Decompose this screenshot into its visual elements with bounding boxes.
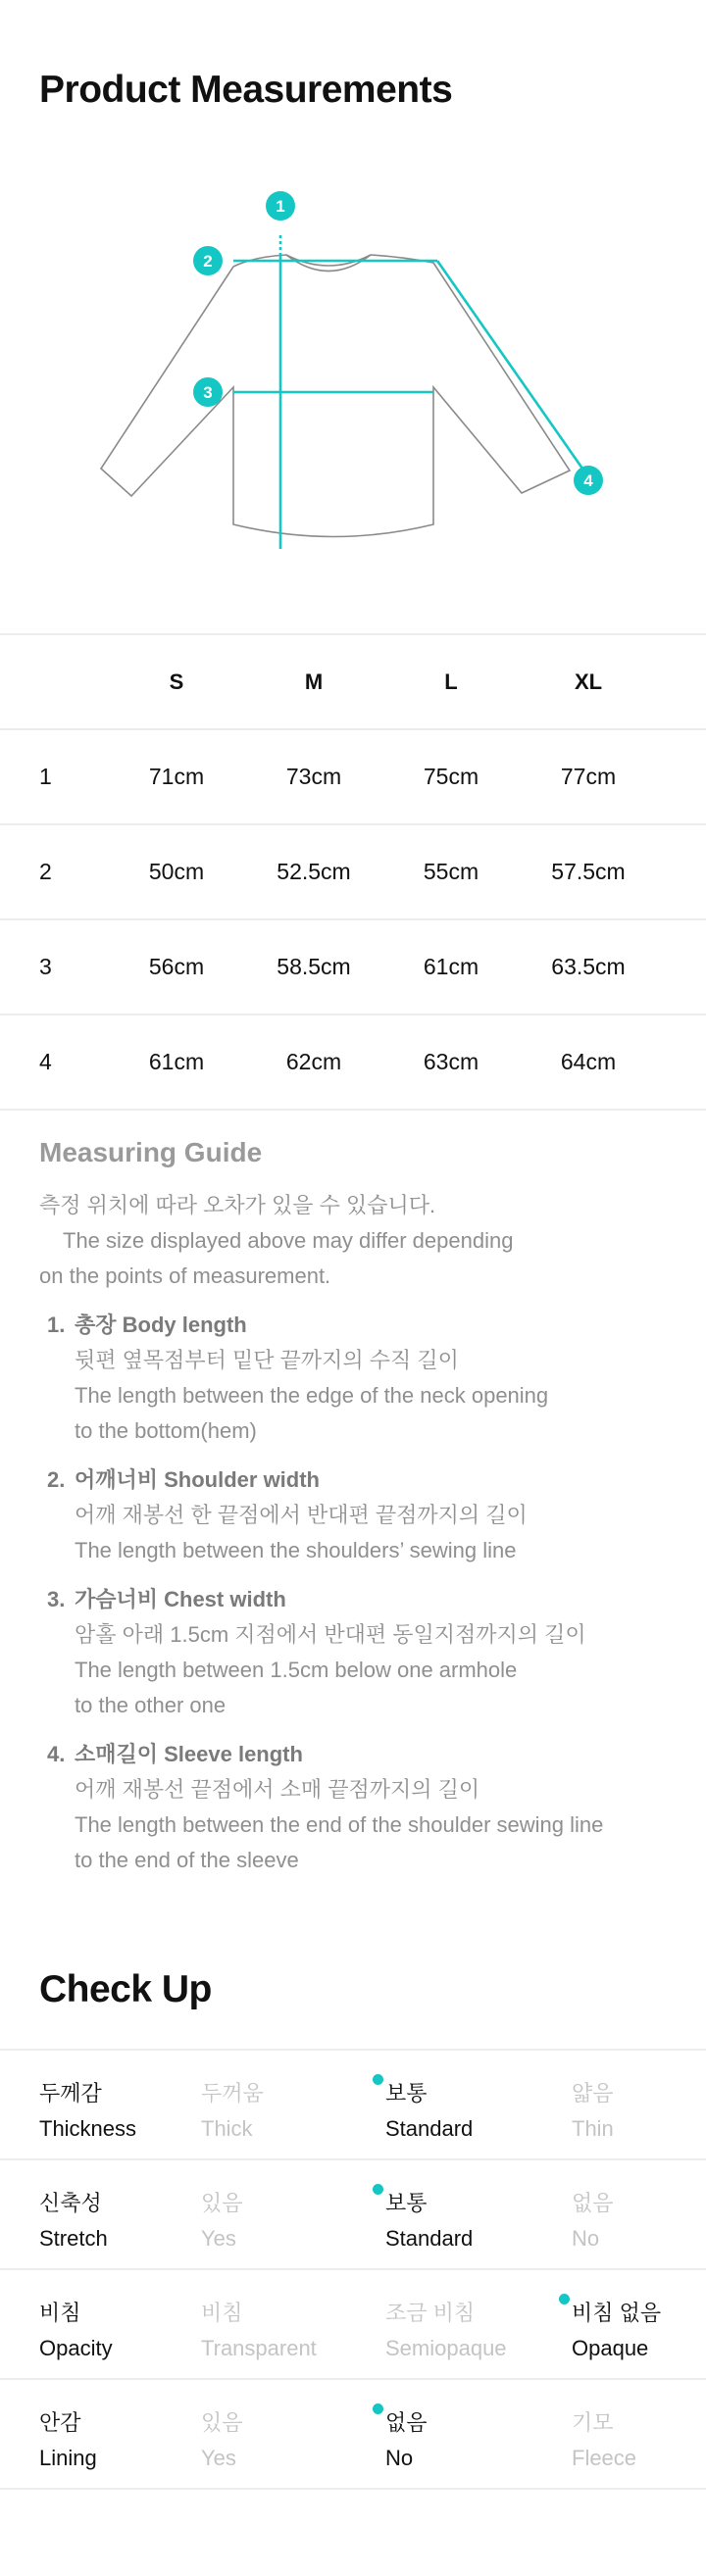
guide-item: [39, 1308, 677, 1449]
guide-item-ko: 뒷편 옆목점부터 밑단 끝까지의 수직 길이: [75, 1348, 459, 1372]
svg-text:1: 1: [276, 197, 285, 216]
table-cell: 57.5cm: [551, 859, 626, 884]
selected-dot-icon: [559, 2294, 570, 2304]
table-cell: 55cm: [423, 859, 479, 884]
guide-item-ko: 암홀 아래 1.5cm 지점에서 반대편 동일지점까지의 길이: [75, 1622, 586, 1647]
heading-en: Lining: [39, 2446, 97, 2470]
guide-item-en: to the bottom(hem): [75, 1418, 257, 1443]
marker-group: [193, 191, 603, 495]
check-option-selected: [572, 2296, 661, 2366]
table-cell: 61cm: [148, 1049, 205, 1074]
guide-item-en: to the other one: [75, 1693, 227, 1717]
option-en: Standard: [385, 2116, 474, 2141]
option-ko: 보통: [385, 2081, 428, 2105]
check-option: [201, 2405, 243, 2476]
heading-ko: 비침: [39, 2301, 81, 2325]
measurement-diagram: [0, 176, 706, 569]
check-row-heading: [39, 2405, 97, 2476]
svg-text:4: 4: [583, 471, 593, 490]
check-option: [572, 2186, 614, 2256]
table-cell: 56cm: [148, 954, 205, 979]
check-option: [572, 2076, 614, 2147]
check-option: [201, 2296, 317, 2366]
heading-ko: 두께감: [39, 2081, 102, 2105]
option-ko: 없음: [385, 2410, 428, 2435]
check-row-thickness: [0, 2049, 706, 2158]
check-row-heading: [39, 2076, 136, 2147]
option-en: Yes: [201, 2226, 236, 2251]
option-en: Yes: [201, 2446, 236, 2470]
selected-dot-icon: [373, 2074, 383, 2085]
table-cell: 63cm: [423, 1049, 479, 1074]
guide-intro: [39, 1188, 677, 1294]
check-up-title: Check Up: [39, 1968, 212, 2010]
check-row-opacity: [0, 2268, 706, 2378]
table-row: [0, 823, 706, 918]
option-en: Opaque: [572, 2336, 649, 2360]
option-ko: 비침 없음: [572, 2301, 662, 2325]
guide-item: [39, 1582, 677, 1723]
table-cell: 58.5cm: [277, 954, 351, 979]
table-cell: 50cm: [148, 859, 205, 884]
table-row: [0, 1014, 706, 1111]
option-ko: 기모: [572, 2410, 614, 2435]
check-option: [385, 2296, 507, 2366]
size-header-s: S: [169, 669, 184, 694]
heading-en: Thickness: [39, 2116, 137, 2141]
option-en: Semiopaque: [385, 2336, 507, 2360]
option-ko: 두꺼움: [201, 2081, 264, 2105]
row-label: 3: [39, 954, 52, 979]
table-cell: 77cm: [560, 764, 617, 789]
guide-item-en: The length between the shoulders’ sewing line: [75, 1538, 517, 1562]
check-row-stretch: [0, 2158, 706, 2268]
check-row-heading: [39, 2296, 113, 2366]
marker-2: [193, 246, 223, 275]
option-en: Transparent: [201, 2336, 317, 2360]
guide-item-number: 4.: [47, 1742, 66, 1766]
table-row: [0, 728, 706, 823]
check-up-table: [0, 2049, 706, 2490]
guide-item-en: The length between the edge of the neck opening: [75, 1383, 549, 1408]
row-label: 1: [39, 764, 52, 789]
guide-item-en: The length between the end of the shoulder sewing line: [75, 1812, 604, 1837]
heading-ko: 신축성: [39, 2191, 102, 2215]
option-ko: 비침: [201, 2301, 243, 2325]
option-ko: 있음: [201, 2191, 243, 2215]
heading-ko: 안감: [39, 2410, 81, 2435]
option-ko: 없음: [572, 2191, 614, 2215]
marker-3: [193, 377, 223, 407]
option-ko: 보통: [385, 2191, 428, 2215]
guide-item-number: 1.: [47, 1313, 66, 1337]
table-cell: 73cm: [285, 764, 342, 789]
guide-intro-en-2: on the points of measurement.: [39, 1263, 331, 1288]
check-option-selected: [385, 2186, 473, 2256]
guide-title: Measuring Guide: [39, 1137, 263, 1167]
table-cell: 64cm: [560, 1049, 617, 1074]
size-header-m: M: [304, 669, 324, 694]
marker-4: [574, 466, 603, 495]
svg-text:2: 2: [203, 252, 213, 271]
option-ko: 얇음: [572, 2081, 614, 2105]
guide-item-title: 총장 Body length: [75, 1313, 247, 1337]
option-en: Thin: [572, 2116, 614, 2141]
option-en: No: [572, 2226, 600, 2251]
measuring-guide: [39, 1137, 677, 1892]
guide-item-title: 가슴너비 Chest width: [75, 1587, 286, 1611]
table-cell: 62cm: [285, 1049, 342, 1074]
option-en: No: [385, 2446, 414, 2470]
guide-intro-en-1: The size displayed above may differ depending: [63, 1228, 514, 1253]
row-label: 2: [39, 859, 52, 884]
option-ko: 있음: [201, 2410, 243, 2435]
guide-item-title: 어깨너비 Shoulder width: [75, 1467, 320, 1492]
marker-1: [266, 191, 295, 221]
guide-intro-ko: 측정 위치에 따라 오차가 있을 수 있습니다.: [39, 1193, 436, 1217]
option-en: Fleece: [572, 2446, 637, 2470]
size-header-l: L: [444, 669, 458, 694]
check-option: [201, 2076, 264, 2147]
option-en: Thick: [201, 2116, 253, 2141]
check-option-selected: [385, 2076, 473, 2147]
guide-item-number: 2.: [47, 1467, 66, 1492]
selected-dot-icon: [373, 2184, 383, 2195]
row-label: 4: [39, 1049, 52, 1074]
guide-item-ko: 어깨 재봉선 한 끝점에서 반대편 끝점까지의 길이: [75, 1503, 528, 1527]
option-ko: 조금 비침: [385, 2301, 476, 2325]
shirt-outline: [101, 255, 570, 537]
heading-en: Stretch: [39, 2226, 108, 2251]
table-cell: 52.5cm: [277, 859, 351, 884]
table-cell: 61cm: [423, 954, 479, 979]
table-cell: 63.5cm: [551, 954, 626, 979]
table-row: [0, 918, 706, 1014]
guide-item-en: to the end of the sleeve: [75, 1848, 299, 1872]
guide-item: [39, 1462, 677, 1568]
size-table: [0, 633, 706, 1111]
guide-item-number: 3.: [47, 1587, 66, 1611]
table-cell: 75cm: [423, 764, 479, 789]
sleeve-length-line: [437, 261, 582, 469]
measurement-lines: [233, 235, 582, 549]
check-option: [201, 2186, 243, 2256]
guide-list: [39, 1308, 677, 1878]
table-cell: 71cm: [148, 764, 205, 789]
check-row-heading: [39, 2186, 108, 2256]
guide-item-title: 소매길이 Sleeve length: [75, 1742, 303, 1766]
svg-text:3: 3: [203, 383, 213, 402]
check-row-lining: [0, 2378, 706, 2490]
heading-en: Opacity: [39, 2336, 113, 2360]
check-option: [572, 2405, 636, 2476]
size-header-xl: XL: [574, 669, 603, 694]
selected-dot-icon: [373, 2403, 383, 2414]
option-en: Standard: [385, 2226, 474, 2251]
page-title: Product Measurements: [39, 69, 453, 111]
check-option-selected: [385, 2405, 428, 2476]
guide-item: [39, 1737, 677, 1878]
guide-item-ko: 어깨 재봉선 끝점에서 소매 끝점까지의 길이: [75, 1777, 480, 1802]
size-table-header: [0, 633, 706, 728]
guide-item-en: The length between 1.5cm below one armhole: [75, 1658, 518, 1682]
